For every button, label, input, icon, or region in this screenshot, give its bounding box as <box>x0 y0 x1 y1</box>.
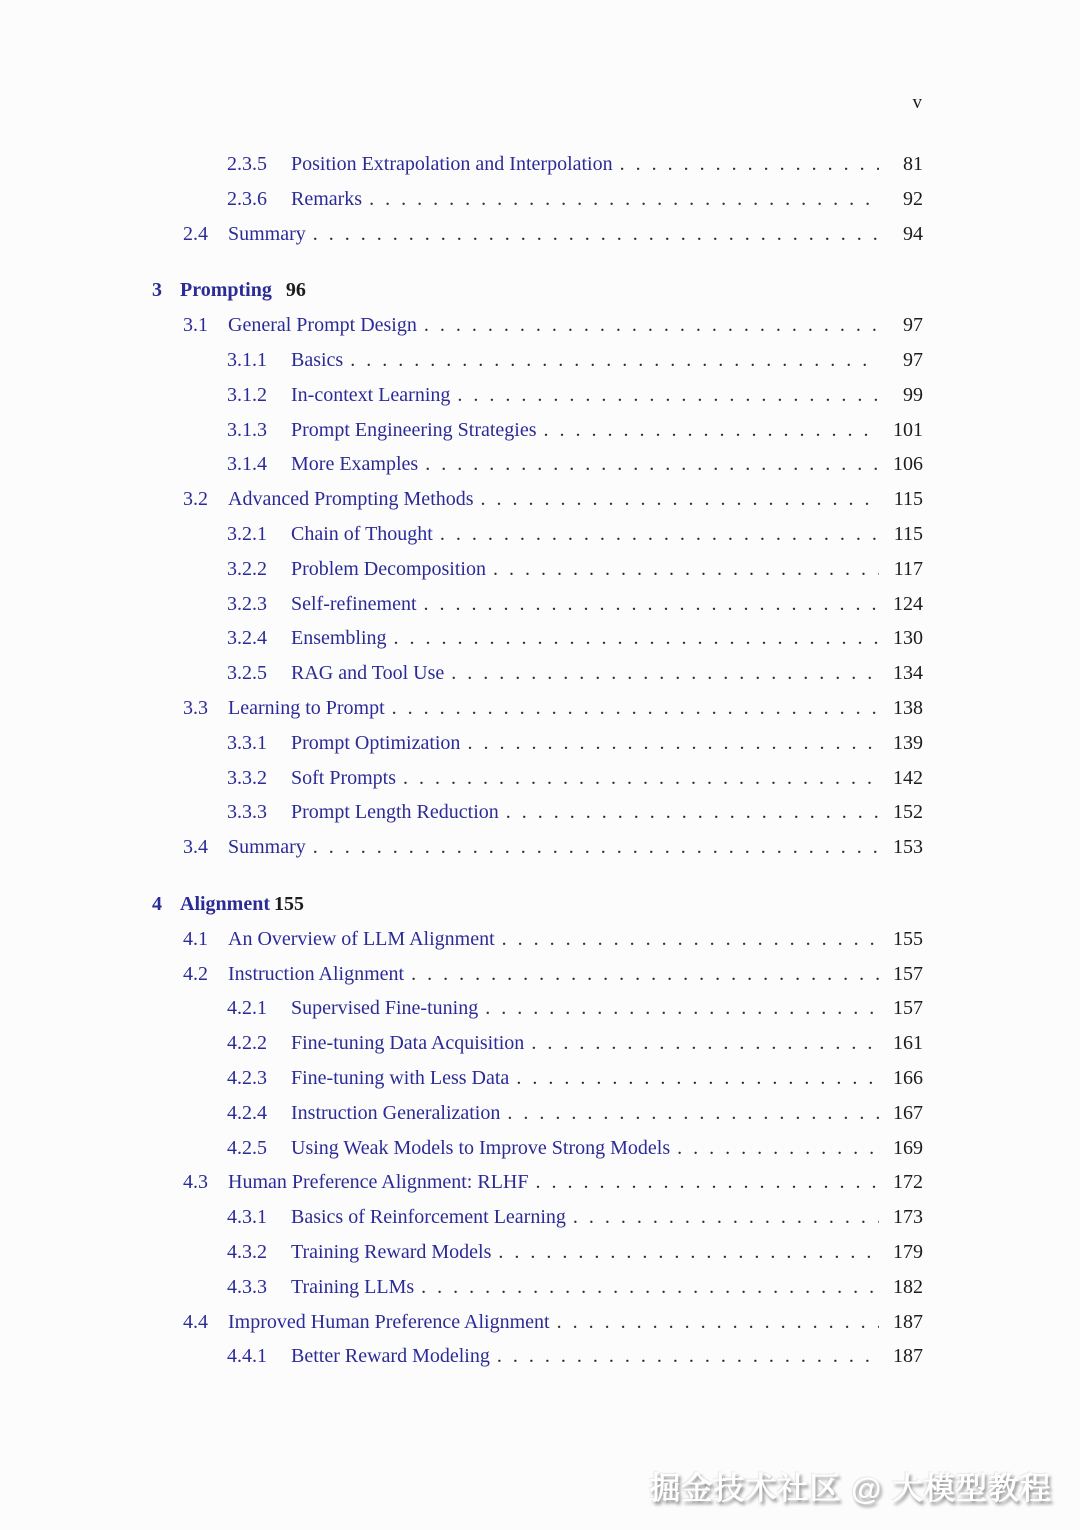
toc-entry[interactable] <box>152 627 923 662</box>
toc-entry[interactable] <box>152 223 923 258</box>
toc-dot-leader <box>502 928 879 951</box>
toc-entry-title: More Examples <box>291 453 419 476</box>
toc-entry-title: Using Weak Models to Improve Strong Models <box>291 1136 671 1159</box>
toc-entry-number: 3.2.3 <box>227 592 267 615</box>
toc-entry-number: 4.2.2 <box>227 1032 267 1055</box>
toc-entry-page: 139 <box>893 731 923 754</box>
toc-entry-title: RAG and Tool Use <box>291 662 445 685</box>
toc-entry-page: 172 <box>893 1171 923 1194</box>
toc-entry[interactable] <box>152 153 923 188</box>
toc-dot-leader <box>403 767 879 790</box>
toc-entry-number: 3.2.4 <box>227 627 267 650</box>
toc-dot-leader <box>507 1102 879 1125</box>
toc-entry[interactable] <box>152 349 923 384</box>
toc-entry-title: Improved Human Preference Alignment <box>228 1310 550 1333</box>
toc-entry[interactable] <box>152 1171 923 1206</box>
toc-entry-title: Basics <box>291 348 344 371</box>
toc-dot-leader <box>411 963 879 986</box>
toc-entry[interactable] <box>152 963 923 998</box>
toc-entry-title: Soft Prompts <box>291 766 397 789</box>
toc-entry-page: 155 <box>893 927 923 950</box>
toc-dot-leader <box>440 523 879 546</box>
toc-entry-page: 106 <box>893 453 923 476</box>
toc-entry-number: 4.2.1 <box>227 997 267 1020</box>
toc-entry-title: Alignment <box>180 892 270 915</box>
toc-entry[interactable] <box>152 1241 923 1276</box>
toc-entry[interactable] <box>152 1137 923 1172</box>
toc-entry[interactable] <box>152 1032 923 1067</box>
toc-entry[interactable] <box>152 279 923 314</box>
toc-entry[interactable] <box>152 1345 923 1380</box>
toc-entry-title: Better Reward Modeling <box>291 1345 490 1368</box>
toc-entry-page: 153 <box>893 836 923 859</box>
toc-entry-page: 155 <box>274 892 304 915</box>
toc-entry[interactable] <box>152 384 923 419</box>
toc-entry-page: 92 <box>903 187 923 210</box>
toc-entry[interactable] <box>152 1276 923 1311</box>
toc-entry-number: 4.2.5 <box>227 1136 267 1159</box>
toc-entry-page: 187 <box>893 1310 923 1333</box>
toc-entry-title: In-context Learning <box>291 383 451 406</box>
toc-entry-title: Self-refinement <box>291 592 417 615</box>
toc-entry-page: 142 <box>893 766 923 789</box>
toc-entry[interactable] <box>152 488 923 523</box>
toc-entry-number: 2.3.5 <box>227 153 267 175</box>
toc-entry-page: 130 <box>893 627 923 650</box>
toc-entry-number: 4 <box>152 892 162 915</box>
toc-entry[interactable] <box>152 767 923 802</box>
toc-entry[interactable] <box>152 697 923 732</box>
toc-entry-page: 115 <box>893 522 923 545</box>
toc-entry-title: Training Reward Models <box>291 1240 492 1263</box>
toc-entry-number: 3.1.1 <box>227 348 267 371</box>
toc-entry-number: 3 <box>152 279 162 302</box>
toc-entry-title: Prompt Engineering Strategies <box>291 418 537 441</box>
toc-entry[interactable] <box>152 1206 923 1241</box>
toc-entry-page: 81 <box>903 153 923 175</box>
toc-entry-title: Instruction Alignment <box>228 962 405 985</box>
toc-entry-page: 134 <box>893 662 923 685</box>
toc-entry-number: 4.3.3 <box>227 1275 267 1298</box>
toc-entry-number: 4.3 <box>183 1171 208 1194</box>
toc-dot-leader <box>451 662 879 685</box>
toc-entry-number: 4.2.3 <box>227 1066 267 1089</box>
toc-dot-leader <box>457 384 879 407</box>
toc-dot-leader <box>425 453 879 476</box>
toc-dot-leader <box>313 836 879 859</box>
toc-list <box>152 153 923 1380</box>
toc-entry-page: 157 <box>893 962 923 985</box>
toc-dot-leader <box>421 1276 879 1299</box>
toc-entry-title: Human Preference Alignment: RLHF <box>228 1171 529 1194</box>
toc-entry[interactable] <box>152 419 923 454</box>
toc-entry[interactable] <box>152 188 923 223</box>
toc-dot-leader <box>506 801 879 824</box>
toc-entry[interactable] <box>152 523 923 558</box>
toc-entry-page: 167 <box>893 1101 923 1124</box>
toc-entry-number: 3.3.2 <box>227 766 267 789</box>
toc-entry-page: 182 <box>893 1275 923 1298</box>
toc-dot-leader <box>350 349 879 372</box>
toc-entry-title: Advanced Prompting Methods <box>228 488 474 511</box>
watermark-text: 掘金技术社区 @ 大模型教程 <box>649 1471 1052 1506</box>
toc-dot-leader <box>498 1241 879 1264</box>
toc-entry-page: 152 <box>893 801 923 824</box>
toc-entry-title: General Prompt Design <box>228 314 417 337</box>
toc-entry-title: Ensembling <box>291 627 387 650</box>
toc-entry-number: 4.3.1 <box>227 1206 267 1229</box>
toc-dot-leader <box>485 997 879 1020</box>
toc-entry[interactable] <box>152 453 923 488</box>
toc-entry-title: Training LLMs <box>291 1275 415 1298</box>
toc-entry[interactable] <box>152 558 923 593</box>
toc-dot-leader <box>497 1345 879 1368</box>
toc-entry[interactable] <box>152 732 923 767</box>
toc-entry-page: 161 <box>893 1032 923 1055</box>
toc-dot-leader <box>481 488 879 511</box>
toc-entry-title: Prompt Length Reduction <box>291 801 499 824</box>
toc-entry-number: 4.4 <box>183 1310 208 1333</box>
toc-dot-leader <box>394 627 879 650</box>
toc-entry-page: 97 <box>903 348 923 371</box>
toc-entry-number: 2.4 <box>183 222 208 245</box>
toc-entry-title: Problem Decomposition <box>291 557 486 580</box>
toc-entry-number: 3.3.1 <box>227 731 267 754</box>
toc-dot-leader <box>557 1311 879 1334</box>
toc-entry-number: 3.2.1 <box>227 522 267 545</box>
toc-dot-leader <box>313 223 879 246</box>
toc-entry-number: 3.3.3 <box>227 801 267 824</box>
toc-entry-number: 4.4.1 <box>227 1345 267 1368</box>
toc-entry-title: Basics of Reinforcement Learning <box>291 1206 566 1229</box>
toc-entry-number: 3.2.2 <box>227 557 267 580</box>
toc-dot-leader <box>677 1137 879 1160</box>
toc-entry-page: 124 <box>893 592 923 615</box>
toc-entry-page: 157 <box>893 997 923 1020</box>
toc-entry-page: 179 <box>893 1240 923 1263</box>
toc-dot-leader <box>531 1032 879 1055</box>
toc-dot-leader <box>493 558 879 581</box>
page-number-label: v <box>912 92 922 113</box>
toc-entry-title: Learning to Prompt <box>228 696 385 719</box>
toc-entry[interactable] <box>152 662 923 697</box>
toc-entry-page: 97 <box>903 314 923 337</box>
toc-entry-title: Instruction Generalization <box>291 1101 501 1124</box>
toc-entry-page: 101 <box>893 418 923 441</box>
toc-entry[interactable] <box>152 801 923 836</box>
toc-dot-leader <box>392 697 879 720</box>
toc-entry-title: Supervised Fine-tuning <box>291 997 479 1020</box>
toc-dot-leader <box>516 1067 879 1090</box>
toc-entry-title: Prompting <box>180 279 272 302</box>
toc-entry[interactable] <box>152 1067 923 1102</box>
toc-entry-title: Summary <box>228 836 306 859</box>
toc-entry[interactable] <box>152 997 923 1032</box>
toc-entry-title: Fine-tuning with Less Data <box>291 1066 510 1089</box>
toc-entry-page: 138 <box>893 696 923 719</box>
toc-entry[interactable] <box>152 1102 923 1137</box>
toc-entry-number: 4.2 <box>183 962 208 985</box>
toc-entry[interactable] <box>152 928 923 963</box>
toc-entry-page: 173 <box>893 1206 923 1229</box>
toc-entry-number: 3.3 <box>183 696 208 719</box>
toc-entry-title: Summary <box>228 222 306 245</box>
toc-entry-number: 4.2.4 <box>227 1101 267 1124</box>
toc-entry-page: 94 <box>903 222 923 245</box>
toc-entry-page: 187 <box>893 1345 923 1368</box>
toc-entry-title: An Overview of LLM Alignment <box>228 927 495 950</box>
toc-entry-page: 96 <box>285 279 306 302</box>
toc-dot-leader <box>424 314 879 337</box>
toc-entry-number: 4.3.2 <box>227 1240 267 1263</box>
toc-entry-page: 99 <box>903 383 923 406</box>
toc-entry-title: Remarks <box>291 187 363 210</box>
toc-entry-page: 169 <box>893 1136 923 1159</box>
toc-entry[interactable] <box>152 893 923 928</box>
toc-entry-title: Fine-tuning Data Acquisition <box>291 1032 525 1055</box>
toc-entry-number: 2.3.6 <box>227 187 267 210</box>
toc-entry-page: 166 <box>893 1066 923 1089</box>
toc-entry-number: 3.1.2 <box>227 383 267 406</box>
toc-entry[interactable] <box>152 593 923 628</box>
toc-entry-title: Position Extrapolation and Interpolation <box>291 153 613 175</box>
toc-dot-leader <box>369 188 879 211</box>
toc-entry-title: Chain of Thought <box>291 522 433 545</box>
toc-entry-number: 3.1 <box>183 314 208 337</box>
toc-entry-number: 3.2.5 <box>227 662 267 685</box>
toc-entry-number: 3.2 <box>183 488 208 511</box>
toc-entry-number: 3.4 <box>183 836 208 859</box>
toc-dot-leader <box>620 153 879 176</box>
toc-entry-page: 115 <box>893 488 923 511</box>
toc-dot-leader <box>536 1171 880 1194</box>
toc-entry[interactable] <box>152 836 923 871</box>
toc-entry[interactable] <box>152 314 923 349</box>
toc-dot-leader <box>424 593 880 616</box>
toc-entry-page: 117 <box>893 557 923 580</box>
toc-entry-title: Prompt Optimization <box>291 731 461 754</box>
toc-dot-leader <box>573 1206 879 1229</box>
toc-entry-number: 3.1.4 <box>227 453 267 476</box>
toc-entry[interactable] <box>152 1311 923 1346</box>
toc-entry-number: 3.1.3 <box>227 418 267 441</box>
toc-dot-leader <box>544 419 879 442</box>
toc-dot-leader <box>467 732 879 755</box>
toc-entry-number: 4.1 <box>183 927 208 950</box>
